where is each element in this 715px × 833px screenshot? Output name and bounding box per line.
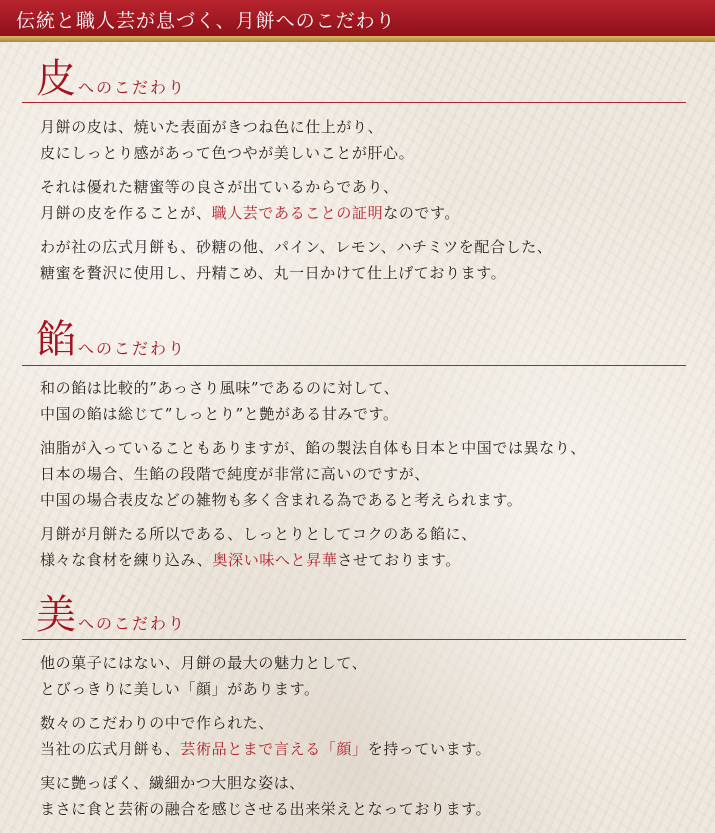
text-segment: 和の餡は比較的”あっさり風味”であるのに対して、	[40, 379, 400, 397]
heading-kanji: 餡	[36, 317, 76, 363]
text-line	[40, 650, 367, 676]
heading-rule	[22, 639, 686, 640]
paragraph	[40, 770, 491, 822]
text-segment: 日本の場合、生餡の段階で純度が非常に高いのですが、	[40, 465, 431, 483]
text-line	[40, 796, 491, 822]
text-segment: 数々のこだわりの中で作られた、	[40, 714, 275, 732]
text-line	[40, 461, 586, 487]
text-segment: 様々な食材を練り込み、	[40, 551, 213, 569]
header-gold-rule	[0, 36, 715, 42]
highlight-text: 奥深い味へと昇華	[212, 551, 338, 569]
text-line	[40, 375, 399, 401]
paragraph	[40, 650, 367, 702]
text-segment: 月餅の皮は、焼いた表面がきつね色に仕上がり、	[40, 118, 384, 136]
text-line	[40, 174, 460, 200]
section-heading	[36, 317, 186, 363]
text-line	[40, 260, 552, 286]
text-line	[40, 401, 399, 427]
text-line	[40, 770, 491, 796]
text-segment: 糖蜜を贅沢に使用し、丹精こめ、丸一日かけて仕上げております。	[40, 264, 507, 282]
text-segment: まさに食と芸術の融合を感じさせる出来栄えとなっております。	[40, 800, 492, 818]
text-segment: 油脂が入っていることもありますが、餡の製法自体も日本と中国では異なり、	[40, 439, 587, 457]
text-segment: 中国の餡は総じて”しっとり”と艶がある甘みです。	[40, 405, 399, 423]
text-segment: 他の菓子にはない、月餅の最大の魅力として、	[40, 654, 368, 672]
text-segment: わが社の広式月餅も、砂糖の他、パイン、レモン、ハチミツを配合した、	[40, 238, 553, 256]
text-segment: 月餅の皮を作ることが、	[40, 204, 212, 222]
section-heading	[36, 592, 186, 638]
heading-rule	[22, 102, 686, 103]
text-line	[40, 140, 414, 166]
text-segment: 中国の場合表皮などの雑物も多く含まれる為であると考えられます。	[40, 491, 523, 509]
text-line	[40, 676, 367, 702]
text-segment: とびっきりに美しい「顔」があります。	[40, 680, 320, 698]
text-line	[40, 200, 460, 226]
text-segment: 実に艶っぽく、繊細かつ大胆な姿は、	[40, 774, 305, 792]
text-segment: なのです。	[383, 204, 461, 222]
highlight-text: 芸術品とまで言える「顔」	[180, 740, 368, 758]
paragraph	[40, 710, 491, 762]
section-heading	[36, 56, 186, 102]
text-segment: 月餅が月餅たる所以である、しっとりとしてコクのある餡に、	[40, 525, 477, 543]
text-line	[40, 114, 414, 140]
heading-suffix: へのこだわり	[78, 78, 187, 97]
text-line	[40, 435, 586, 461]
text-segment: させております。	[337, 551, 461, 569]
text-segment: 当社の広式月餅も、	[40, 740, 181, 758]
text-line	[40, 736, 491, 762]
text-segment: 皮にしっとり感があって色つやが美しいことが肝心。	[40, 144, 415, 162]
paragraph	[40, 174, 460, 226]
text-segment: を持っています。	[367, 740, 492, 758]
heading-suffix: へのこだわり	[78, 339, 187, 358]
text-line	[40, 234, 552, 260]
heading-kanji: 美	[36, 592, 76, 638]
page-title: 伝統と職人芸が息づく、月餅へのこだわり	[16, 10, 396, 32]
heading-suffix: へのこだわり	[78, 614, 187, 633]
heading-kanji: 皮	[36, 56, 76, 102]
page-header	[0, 0, 715, 36]
highlight-text: 職人芸であることの証明	[211, 204, 384, 222]
paragraph	[40, 114, 414, 166]
paragraph	[40, 521, 477, 573]
text-line	[40, 710, 491, 736]
text-line	[40, 487, 586, 513]
paragraph	[40, 375, 399, 427]
text-line	[40, 521, 477, 547]
text-segment: それは優れた糖蜜等の良さが出ているからであり、	[40, 178, 399, 196]
paragraph	[40, 234, 552, 286]
paragraph	[40, 435, 586, 513]
text-line	[40, 547, 477, 573]
heading-rule	[22, 365, 686, 366]
